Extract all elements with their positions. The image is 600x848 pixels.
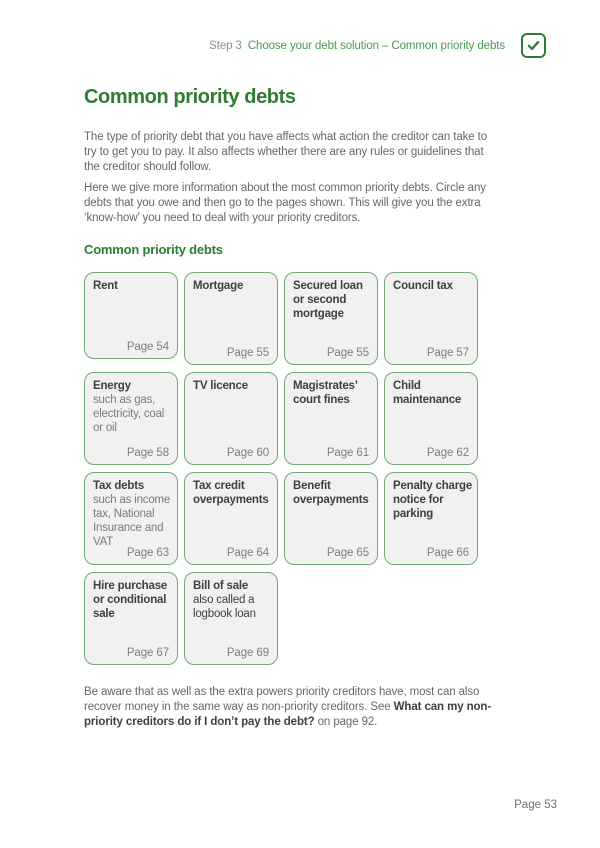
debt-card-rent <box>84 272 178 359</box>
intro-paragraph-1: The type of priority debt that you have affects what action the creditor can take to try to get you to pay. It also affects whether there are any rules or guidelines that the creditor should follow. <box>84 131 488 174</box>
page-number: Page 53 <box>514 799 557 811</box>
debt-card-child-maintenance <box>384 372 478 465</box>
debt-card-hire-purchase <box>84 572 178 665</box>
footer-note-bold-reference: What can my non-priority creditors do if I don’t pay the debt? <box>84 701 492 729</box>
debt-card-title: TV licence <box>193 380 248 392</box>
debt-cards-grid <box>84 272 480 665</box>
debt-card-page-ref: Page 66 <box>426 547 469 559</box>
debt-card-desc: such as income tax, National Insurance and VAT <box>93 494 171 548</box>
debt-card-title: Rent <box>93 280 118 292</box>
debt-card-page-ref: Page 55 <box>326 347 369 359</box>
debt-card-secured-loan <box>284 272 378 365</box>
footer-note-text-end: on page 92. <box>314 716 378 729</box>
checked-checkbox-icon <box>521 33 546 58</box>
intro-paragraph-2: Here we give more information about the most common priority debts. Circle any debts that you owe and then go to the pages shown. This will give you the extra ‘know-how’ you need to deal with your priority creditors. <box>84 182 486 225</box>
page-title: Common priority debts <box>84 86 296 108</box>
debt-card-title: Council tax <box>393 280 453 292</box>
debt-card-page-ref: Page 69 <box>226 647 269 659</box>
debt-card-page-ref: Page 62 <box>426 447 469 459</box>
debt-card-desc: such as gas, electricity, coal or oil <box>93 394 165 434</box>
debt-card-council-tax <box>384 272 478 365</box>
debt-card-title: Energy <box>93 380 131 392</box>
debt-card-title: Bill of sale <box>193 580 249 592</box>
debt-card-page-ref: Page 55 <box>226 347 269 359</box>
section-heading: Common priority debts <box>84 242 223 257</box>
breadcrumb-title: Choose your debt solution – Common priority debts <box>247 39 505 52</box>
debt-card-title: Mortgage <box>193 280 244 292</box>
debt-card-title: Magistrates’ court fines <box>293 380 358 406</box>
debt-card-page-ref: Page 64 <box>226 547 269 559</box>
debt-card-tax-credit-overpayments <box>184 472 278 565</box>
debt-card-title: Tax debts <box>93 480 145 492</box>
debt-card-page-ref: Page 63 <box>126 547 169 559</box>
debt-card-page-ref: Page 60 <box>226 447 269 459</box>
debt-card-title: Tax credit overpayments <box>193 480 269 506</box>
footer-note <box>84 685 496 731</box>
footer-note-text: Be aware that as well as the extra powers priority creditors have, most can also recover money in the same way as non-priority creditors. See <box>84 686 480 714</box>
debt-card-page-ref: Page 67 <box>126 647 169 659</box>
debt-card-page-ref: Page 54 <box>126 341 169 353</box>
debt-card-mortgage <box>184 272 278 365</box>
debt-card-title: Child maintenance <box>393 380 462 406</box>
breadcrumb <box>209 40 505 52</box>
debt-card-title: Secured loan or second mortgage <box>293 280 363 320</box>
debt-card-title: Hire purchase or conditional sale <box>93 580 168 620</box>
debt-card-energy <box>84 372 178 465</box>
step-label: Step 3 <box>209 39 242 52</box>
debt-card-benefit-overpayments <box>284 472 378 565</box>
debt-card-title: Benefit overpayments <box>293 480 369 506</box>
debt-card-tv-licence <box>184 372 278 465</box>
debt-card-tax-debts <box>84 472 178 565</box>
debt-card-bill-of-sale <box>184 572 278 665</box>
debt-card-magistrates-court-fines <box>284 372 378 465</box>
debt-card-page-ref: Page 57 <box>426 347 469 359</box>
debt-card-desc: also called a logbook loan <box>193 594 256 620</box>
debt-card-page-ref: Page 61 <box>326 447 369 459</box>
debt-card-page-ref: Page 58 <box>126 447 169 459</box>
page-header <box>209 33 546 58</box>
debt-card-title: Penalty charge notice for parking <box>393 480 473 520</box>
debt-card-penalty-charge-notice <box>384 472 478 565</box>
debt-card-page-ref: Page 65 <box>326 547 369 559</box>
